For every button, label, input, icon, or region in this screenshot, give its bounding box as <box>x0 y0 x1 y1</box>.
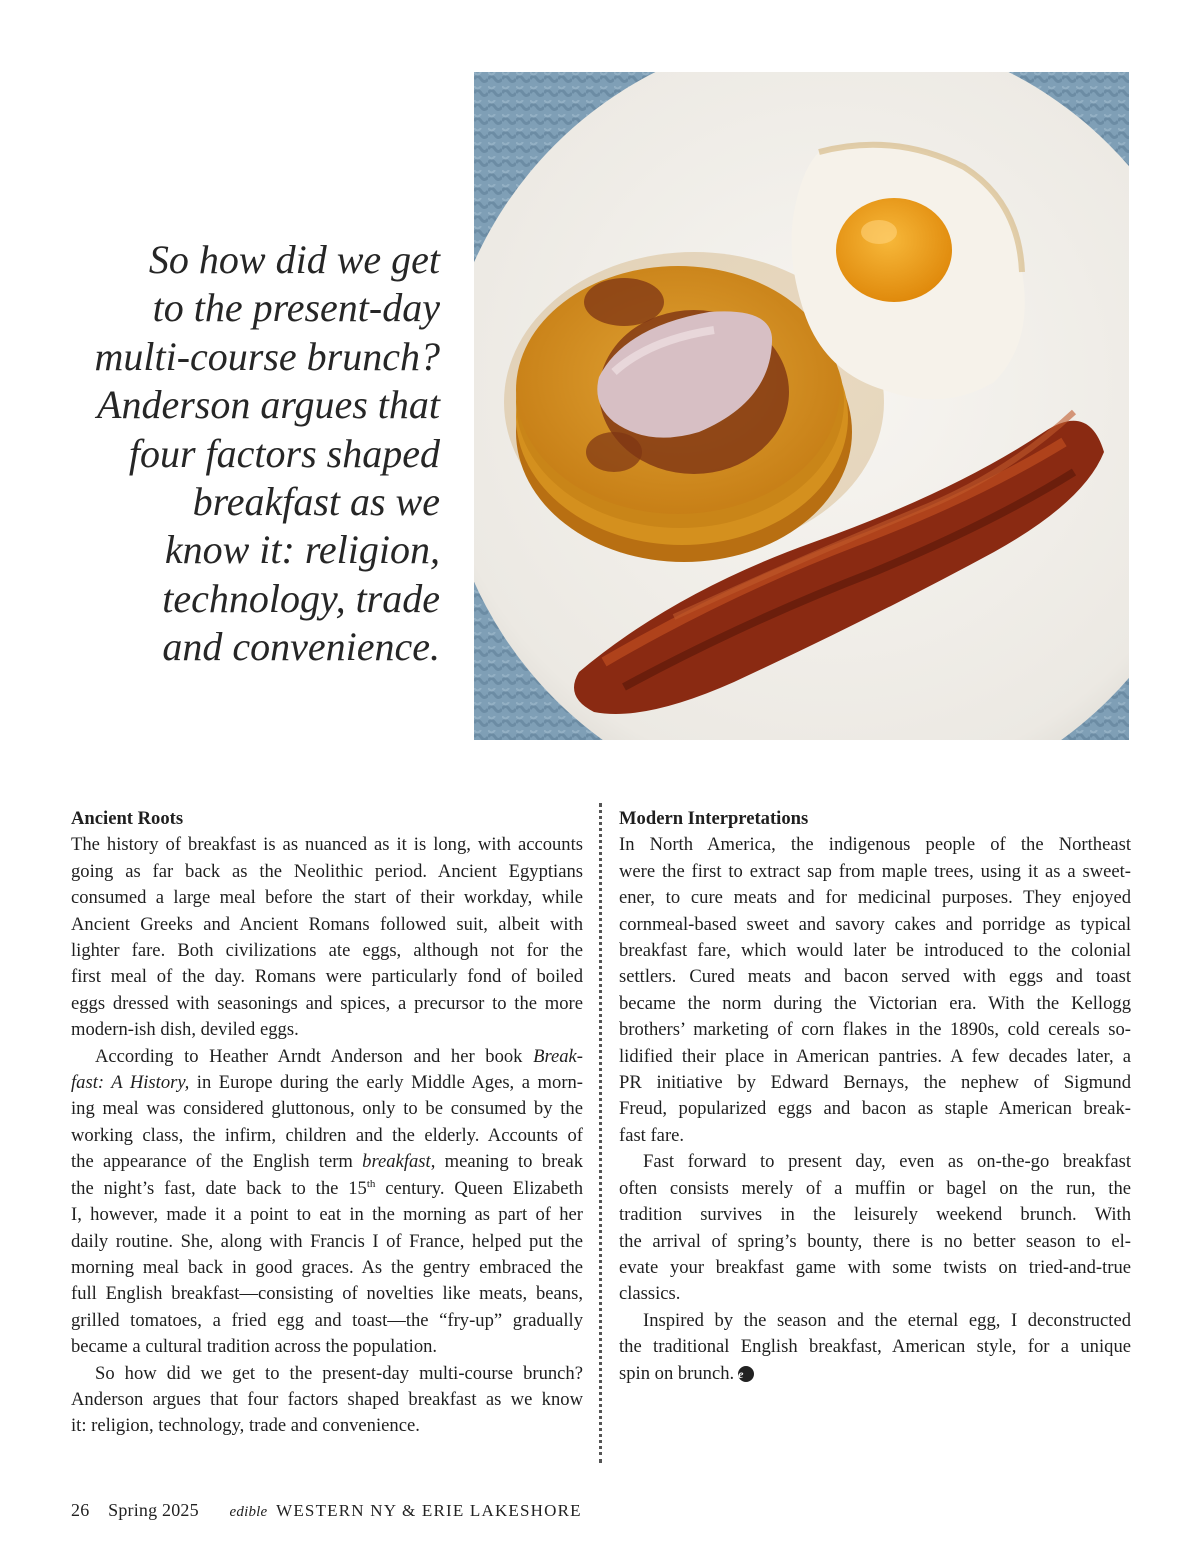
magazine-name: WESTERN NY & ERIE LAKESHORE <box>276 1501 582 1520</box>
body-line <box>71 1149 583 1175</box>
body-line: ing meal was considered gluttonous, only to be consumed by the <box>71 1098 583 1120</box>
pull-quote-line: breakfast as we <box>192 479 440 525</box>
pull-quote-line: know it: religion, <box>164 527 440 573</box>
body-line <box>71 1044 583 1070</box>
body-text: According to Heather Arndt Anderson and her book <box>95 1045 534 1067</box>
body-line: evate your breakfast game with some twists on tried-and-true <box>619 1256 1131 1278</box>
book-title: fast: A History, <box>71 1072 190 1094</box>
body-line: modern-ish dish, deviled eggs. <box>71 1019 299 1041</box>
body-line: classics. <box>619 1283 681 1305</box>
body-line: tradition survives in the leisurely weekend brunch. With <box>619 1204 1131 1226</box>
breakfast-photo <box>474 72 1129 740</box>
body-line: cornmeal-based sweet and savory cakes and porridge as typical <box>619 913 1131 935</box>
body-line: lidified their place in American pantries. A few decades later, a <box>619 1045 1131 1067</box>
body-line: I, however, made it a point to eat in the morning as part of her <box>71 1204 583 1226</box>
body-line: going as far back as the Neolithic period. Ancient Egyptians <box>71 860 583 882</box>
body-line: In North America, the indigenous people of the Northeast <box>619 834 1131 856</box>
pull-quote-line: technology, trade <box>162 575 440 621</box>
pull-quote-line: So how did we get <box>148 237 440 282</box>
body-text: spin on brunch. <box>619 1362 735 1384</box>
pull-quote <box>60 236 440 672</box>
body-line: Ancient Greeks and Ancient Romans followed suit, albeit with <box>71 913 583 935</box>
column-divider <box>599 803 602 1463</box>
body-line: daily routine. She, along with Francis I of France, helped put the <box>71 1230 583 1252</box>
body-line: grilled tomatoes, a fried egg and toast—the “fry-up” gradually <box>71 1309 583 1331</box>
body-text: the appearance of the English term <box>71 1151 363 1173</box>
body-line: breakfast fare, which would later be introduced to the colonial <box>619 940 1131 962</box>
body-line: consumed a large meal before the start of their workday, while <box>71 887 583 909</box>
page-number: 26 <box>71 1500 90 1520</box>
section-heading-modern-interpretations: Modern Interpretations <box>619 808 809 829</box>
breakfast-plate-illustration <box>474 72 1129 740</box>
body-line: Fast forward to present day, even as on-the-go breakfast <box>643 1151 1131 1173</box>
body-line: Freud, popularized eggs and bacon as staple American break- <box>619 1098 1131 1120</box>
body-line: Anderson argues that four factors shaped breakfast as we know <box>71 1388 583 1410</box>
body-text: the night’s fast, date back to the 15 <box>71 1177 367 1199</box>
section-heading-ancient-roots: Ancient Roots <box>71 808 184 829</box>
body-line: settlers. Cured meats and bacon served with eggs and toast <box>619 966 1131 988</box>
body-line: the arrival of spring’s bounty, there is no better season to el- <box>619 1230 1131 1252</box>
body-text: , meaning to break <box>430 1151 583 1173</box>
body-text: in Europe during the early Middle Ages, a morn- <box>189 1072 583 1094</box>
pull-quote-line: four factors shaped <box>128 430 440 476</box>
body-line: first meal of the day. Romans were particularly fond of boiled <box>71 966 583 988</box>
body-line: brothers’ marketing of corn flakes in the 1890s, cold cereals so- <box>619 1019 1131 1041</box>
body-line: morning meal back in good graces. As the gentry embraced the <box>71 1256 583 1278</box>
body-line: ener, to cure meats and for medicinal purposes. They enjoyed <box>619 887 1131 909</box>
book-title: Break- <box>533 1045 583 1067</box>
body-line: fast fare. <box>619 1124 685 1146</box>
body-line: the traditional English breakfast, American style, for a unique <box>619 1336 1131 1358</box>
body-line: eggs dressed with seasonings and spices, a precursor to the more <box>71 992 583 1014</box>
issue-season: Spring 2025 <box>108 1500 199 1520</box>
body-line <box>71 1070 583 1096</box>
end-mark-icon: e <box>738 1366 754 1382</box>
body-line: Inspired by the season and the eternal egg, I deconstructed <box>643 1309 1131 1331</box>
pull-quote-line: and convenience. <box>162 624 440 670</box>
brand-name: edible <box>229 1504 268 1520</box>
emphasized-term: breakfast <box>362 1151 431 1173</box>
body-line: working class, the infirm, children and the elderly. Accounts of <box>71 1124 583 1146</box>
pull-quote-line: Anderson argues that <box>97 382 440 428</box>
body-line: became the norm during the Victorian era. With the Kellogg <box>619 992 1131 1014</box>
body-line: The history of breakfast is as nuanced as it is long, with accounts <box>71 834 583 856</box>
pull-quote-line: multi-course brunch? <box>94 333 440 379</box>
ordinal-suffix: th <box>366 1177 376 1190</box>
body-line: became a cultural tradition across the population. <box>71 1336 438 1358</box>
page-footer <box>71 1500 582 1521</box>
body-line: it: religion, technology, trade and convenience. <box>71 1415 420 1437</box>
body-text: century. Queen Elizabeth <box>375 1177 583 1199</box>
body-line: So how did we get to the present-day multi-course brunch? <box>95 1362 583 1384</box>
body-line: PR initiative by Edward Bernays, the nephew of Sigmund <box>619 1072 1131 1094</box>
body-line: lighter fare. Both civilizations ate eggs, although not for the <box>71 940 583 962</box>
pull-quote-line: to the present-day <box>152 285 440 331</box>
right-column <box>619 806 1131 1387</box>
body-line: full English breakfast—consisting of novelties like meats, beans, <box>71 1283 583 1305</box>
body-line: were the first to extract sap from maple trees, using it as a sweet- <box>619 860 1131 882</box>
body-line: often consists merely of a muffin or bagel on the run, the <box>619 1177 1131 1199</box>
body-line <box>619 1361 1131 1387</box>
body-line <box>71 1176 583 1202</box>
left-column <box>71 806 583 1440</box>
